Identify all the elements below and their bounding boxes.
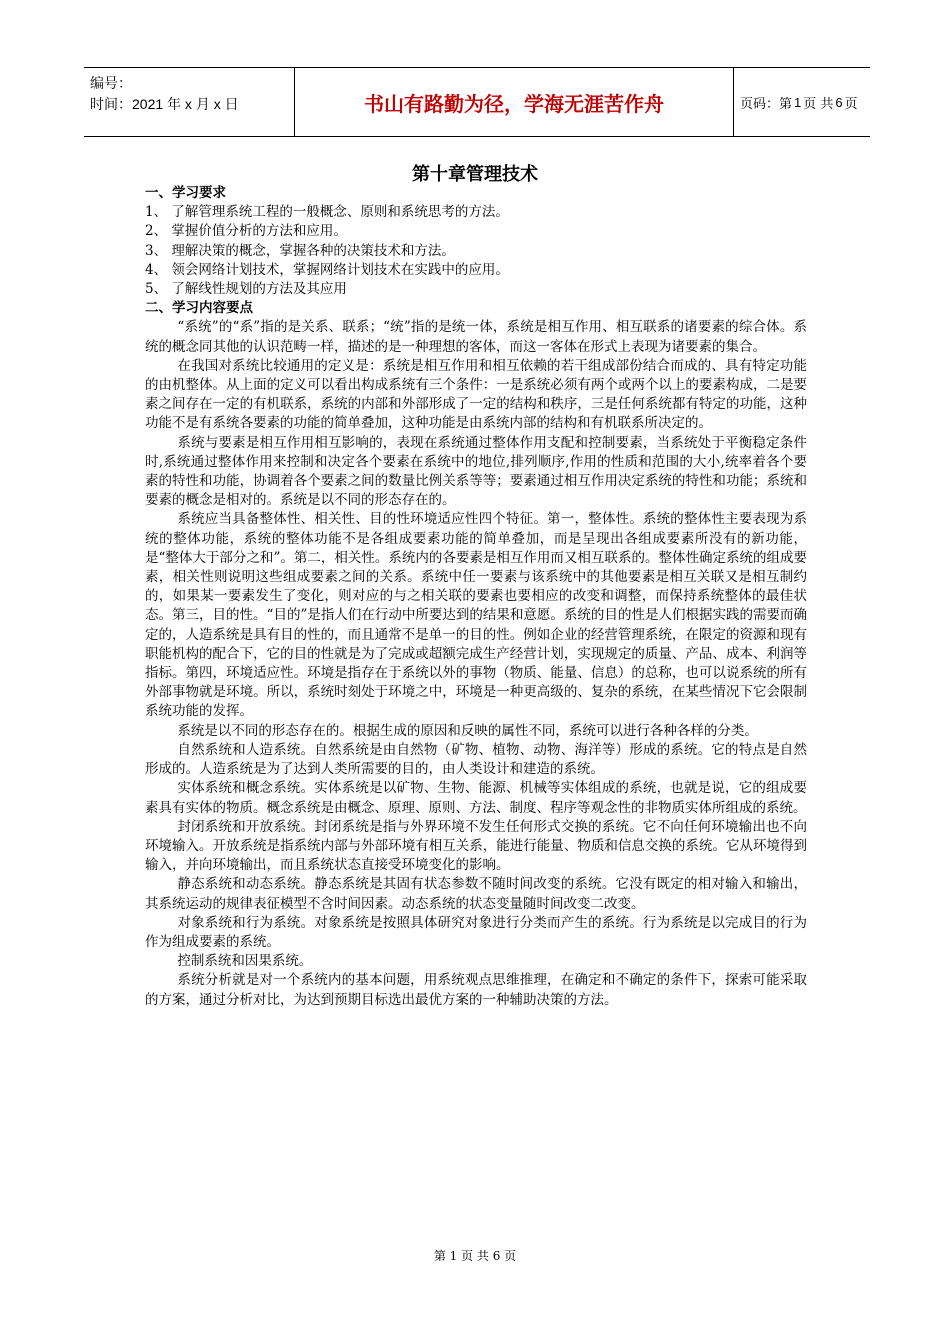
section-heading-requirements: 一、学习要求 xyxy=(145,185,226,201)
body-paragraph: 系统是以不同的形态存在的。根据生成的原因和反映的属性不同，系统可以进行各种各样的分类。 xyxy=(177,722,758,739)
body-paragraph: 自然系统和人造系统。自然系统是由自然物（矿物、植物、动物、海洋等）形成的系统。它的特点是自然形成的。人造系统是为了达到人类所需要的目的，由人类设计和建造的系统。 xyxy=(145,741,807,778)
body-paragraph: 静态系统和动态系统。静态系统是其固有状态参数不随时间改变的系统。它没有既定的相对输入和输出，其系统运动的规律表征模型不含时间因素。动态系统的状态变量随时间改变二改变。 xyxy=(145,876,807,912)
page-footer: 第 1 页 共 6 页 xyxy=(433,1249,517,1263)
body-paragraph: 系统与要素是相互作用相互影响的，表现在系统通过整体作用支配和控制要素，当系统处于平衡稳定条件时,系统通过整体作用来控制和决定各个要素在系统中的地位,排列顺序,作用的性质和范围的大小,统率着各个要素的特性和功能，协调着各个要素之间的数量比例关系等等；要素通过相互作用决定系统的特性和功能；系统和要素的概念是相对的。系统是以不同的形态存在的。 xyxy=(145,434,807,509)
body-paragraph: 在我国对系统比较通用的定义是：系统是相互作用和相互依赖的若干组成部份结合而成的、具有特定功能的由机整体。从上面的定义可以看出构成系统有三个条件：一是系统必须有两个或两个以上的要素构成，二是要素之间存在一定的有机联系，系统的内部和外部形成了一定的结构和秩序，三是任何系统都有特定的功能，这种功能不是有系统各要素的功能的简单叠加，这种功能是由系统内部的结构和有机联系所决定的。 xyxy=(145,357,807,432)
page-mid: 页 共 xyxy=(803,96,834,112)
page-label: 页码：第 xyxy=(740,96,793,112)
body-paragraph: “系统”的“系”指的是关系、联系；“统”指的是统一体，系统是相互作用、相互联系的诸要素的综合体。系统的概念同其他的认识范畴一样，描述的是一种理想的客体，而这一客体在形式上表现为诸要素的集合。 xyxy=(145,319,807,355)
document-title: 第十章管理技术 xyxy=(412,164,538,185)
body-paragraph: 对象系统和行为系统。对象系统是按照具体研究对象进行分类而产生的系统。行为系统是以完成目的行为作为组成要素的系统。 xyxy=(145,914,807,950)
page-number: 1 xyxy=(794,94,802,110)
header-meta xyxy=(90,73,290,115)
section-heading-key-points: 二、学习内容要点 xyxy=(145,300,253,317)
page-total: 6 xyxy=(835,94,843,110)
requirement-item: 5、 了解线性规划的方法及其应用 xyxy=(145,281,347,298)
number-label: 编号： xyxy=(90,75,132,91)
requirement-item: 4、 领会网络计划技术，掌握网络计划技术在实践中的应用。 xyxy=(145,261,509,278)
body-paragraph: 系统分析就是对一个系统内的基本问题，用系统观点思维推理，在确定和不确定的条件下，探索可能采取的方案，通过分析对比，为达到预期目标选出最优方案的一种辅助决策的方法。 xyxy=(145,972,807,1008)
document-body xyxy=(145,184,807,1010)
page-header xyxy=(84,67,870,137)
body-paragraph: 系统应当具备整体性、相关性、目的性环境适应性四个特征。第一，整体性。系统的整体性主要表现为系统的整体功能，系统的整体功能不是各组成要素功能的简单叠加，而是呈现出各组成要素所没有的新功能，是“整体大于部分之和”。第二，相关性。系统内的各要素是相互作用而又相互联系的。整体性确定系统的组成要素，相关性则说明这些组成要素之间的关系。系统中任一要素与该系统中的其他要素是相互关联又是相互制约的，如果某一要素发生了变化，则对应的与之相关联的要素也要相应的改变和调整，而保持系统整体的最佳状态。第三，目的性。“目的”是指人们在行动中所要达到的结果和意愿。系统的目的性是人们根据实践的需要而确定的，人造系统是具有目的性的，而且通常不是单一的目的性。例如企业的经营管理系统，在限定的资源和现有职能机构的配合下，它的目的性就是为了完成或超额完成生产经营计划，实现规定的质量、产品、成本、利润等指标。第四，环境适应性。环境是指存在于系统以外的事物（物质、能量、信息）的总称，也可以说系统的所有外部事物就是环境。所以，系统时刻处于环境之中，环境是一种更高级的、复杂的系统，在某些情况下它会限制系统功能的发挥。 xyxy=(145,511,807,720)
requirement-item: 1、 了解管理系统工程的一般概念、原则和系统思考的方法。 xyxy=(145,204,509,221)
body-paragraph: 封闭系统和开放系统。封闭系统是指与外界环境不发生任何形式交换的系统。它不向任何环境输出也不向环境输入。开放系统是指系统内部与外部环境有相互关系，能进行能量、物质和信息交换的系统。它从环境得到输入，并向环境输出，而且系统状态直接受环境变化的影响。 xyxy=(145,818,807,874)
requirement-item: 3、 理解决策的概念，掌握各种的决策技术和方法。 xyxy=(145,242,455,259)
header-page-indicator xyxy=(740,68,870,136)
header-motto: 书山有路勤为径，学海无涯苦作舟 xyxy=(294,68,734,136)
requirement-item: 2、 掌握价值分析的方法和应用。 xyxy=(145,223,347,240)
time-label: 时间：2021 年 x 月 x 日 xyxy=(90,96,239,112)
body-paragraph: 实体系统和概念系统。实体系统是以矿物、生物、能源、机械等实体组成的系统，也就是说，它的组成要素具有实体的物质。概念系统是由概念、原理、原则、方法、制度、程序等观念性的非物质实体所组成的系统。 xyxy=(145,780,807,816)
body-paragraph: 控制系统和因果系统。 xyxy=(177,953,313,970)
page-end: 页 xyxy=(844,96,858,112)
